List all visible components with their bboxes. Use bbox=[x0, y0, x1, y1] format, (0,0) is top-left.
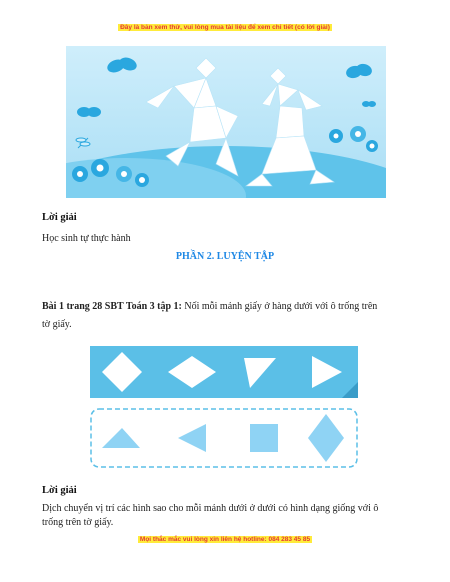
top-shape-triangle-2 bbox=[312, 356, 342, 388]
piece-triangle-1[interactable] bbox=[102, 428, 140, 448]
section-title: PHẦN 2. LUYỆN TẬP bbox=[175, 251, 275, 262]
solution-heading-1: Lời giải bbox=[42, 212, 77, 223]
top-shape-diamond-1 bbox=[102, 352, 142, 392]
tangram-illustration bbox=[66, 46, 386, 198]
header-banner: Đây là bản xem thử, vui lòng mua tài liệu để xem chi tiết (có lời giải) bbox=[120, 24, 330, 31]
piece-diamond[interactable] bbox=[308, 414, 344, 462]
footer-banner: Mọi thắc mắc vui lòng xin liên hệ hotline: 084 283 45 85 bbox=[139, 536, 311, 543]
solution-text-1: Học sinh tự thực hành bbox=[42, 233, 131, 244]
piece-triangle-2[interactable] bbox=[178, 424, 206, 452]
exercise-1 bbox=[42, 298, 412, 334]
pieces-tray bbox=[90, 408, 358, 468]
exercise-1-text: Nối mỗi mảnh giấy ở hàng dưới với ô trống trên bbox=[184, 301, 378, 312]
paper-sheet bbox=[90, 346, 358, 398]
solution-text-2-line1: Dịch chuyển vị trí các hình sao cho mỗi mảnh dưới ở dưới có hình dạng giống với ô bbox=[42, 503, 379, 514]
top-shape-diamond-2 bbox=[168, 356, 216, 388]
solution-text-2 bbox=[42, 502, 412, 530]
folded-corner bbox=[342, 382, 358, 398]
piece-square[interactable] bbox=[250, 424, 278, 452]
top-shape-triangle-1 bbox=[244, 358, 276, 388]
exercise-1-label: Bài 1 trang 28 SBT Toán 3 tập 1: bbox=[42, 301, 182, 312]
exercise-1-text-line2: tờ giấy. bbox=[42, 319, 72, 330]
solution-heading-2: Lời giải bbox=[42, 485, 77, 496]
solution-text-2-line2: trống trên tờ giấy. bbox=[42, 517, 114, 528]
